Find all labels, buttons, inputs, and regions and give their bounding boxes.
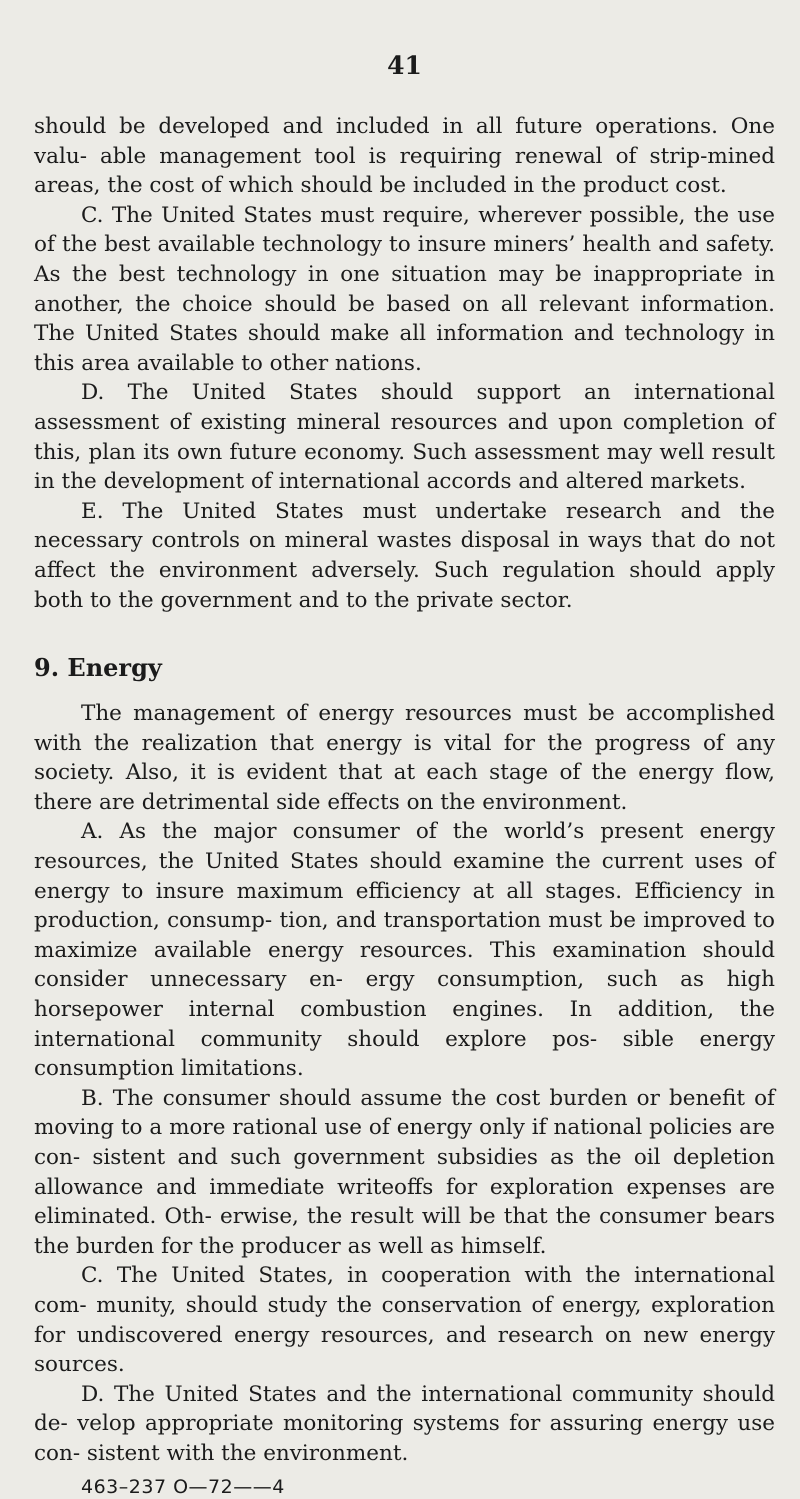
print-code-footer: 463–237 O—72——4 [81,1475,285,1498]
paragraph-item-e-mining: E. The United States must undertake research and the necessary controls on mineral wastes disposal in ways that do not affect the environment adversely. Such regulation should apply both to the government and to the private sector. [34,498,775,613]
page-number: 41 [387,51,422,80]
paragraph-item-c-mining: C. The United States must require, wherever possible, the use of the best available technology to insure miners’ health and safety. As the best technology in one situation may be inappropriate in another, the choice should be based on all relevant information. The United States should make all information and technology in this area available to other nations. [34,202,775,376]
paragraph-item-d-energy: D. The United States and the international community should de- velop appropriate monitoring systems for assuring energy use con- sistent with the environment. [34,1381,775,1466]
paragraph-item-b-energy: B. The consumer should assume the cost burden or benefit of moving to a more rational use of energy only if national policies are con- sistent and such government subsidies as the oil depletion allowance and immediate writeoffs for exploration expenses are eliminated. Oth- erwise, the result will be that the consumer bears the burden for the producer as well as himself. [34,1085,775,1259]
section-heading-energy: 9. Energy [34,653,162,683]
paragraph-continuation: should be developed and included in all future operations. One valu- able management tool is requiring renewal of strip-mined areas, the cost of which should be included in the product cost. [34,114,775,199]
paragraph-energy-intro: The management of energy resources must be accomplished with the realization that energy is vital for the progress of any society. Also, it is evident that at each stage of the energy flow, there are detrimental side effects on the environment. [34,701,775,815]
paragraph-item-a-energy: A. As the major consumer of the world’s present energy resources, the United States should examine the current uses of energy to insure maximum efficiency at all stages. Efficiency in production, consump- tion, and transportation must be improved to maximize available energy resources. This examination should consider unnecessary en- ergy consumption, such as high horsepower internal combustion engines. In addition, the international community should explore pos- sible energy consumption limitations. [34,819,775,1082]
paragraph-item-d-mining: D. The United States should support an international assessment of existing mineral resources and upon completion of this, plan its own future economy. Such assessment may well result in the development of international accords and altered markets. [34,380,775,495]
paragraph-item-c-energy: C. The United States, in cooperation with the international com- munity, should study the conservation of energy, exploration for undiscovered energy resources, and research on new energy sources. [34,1263,775,1378]
